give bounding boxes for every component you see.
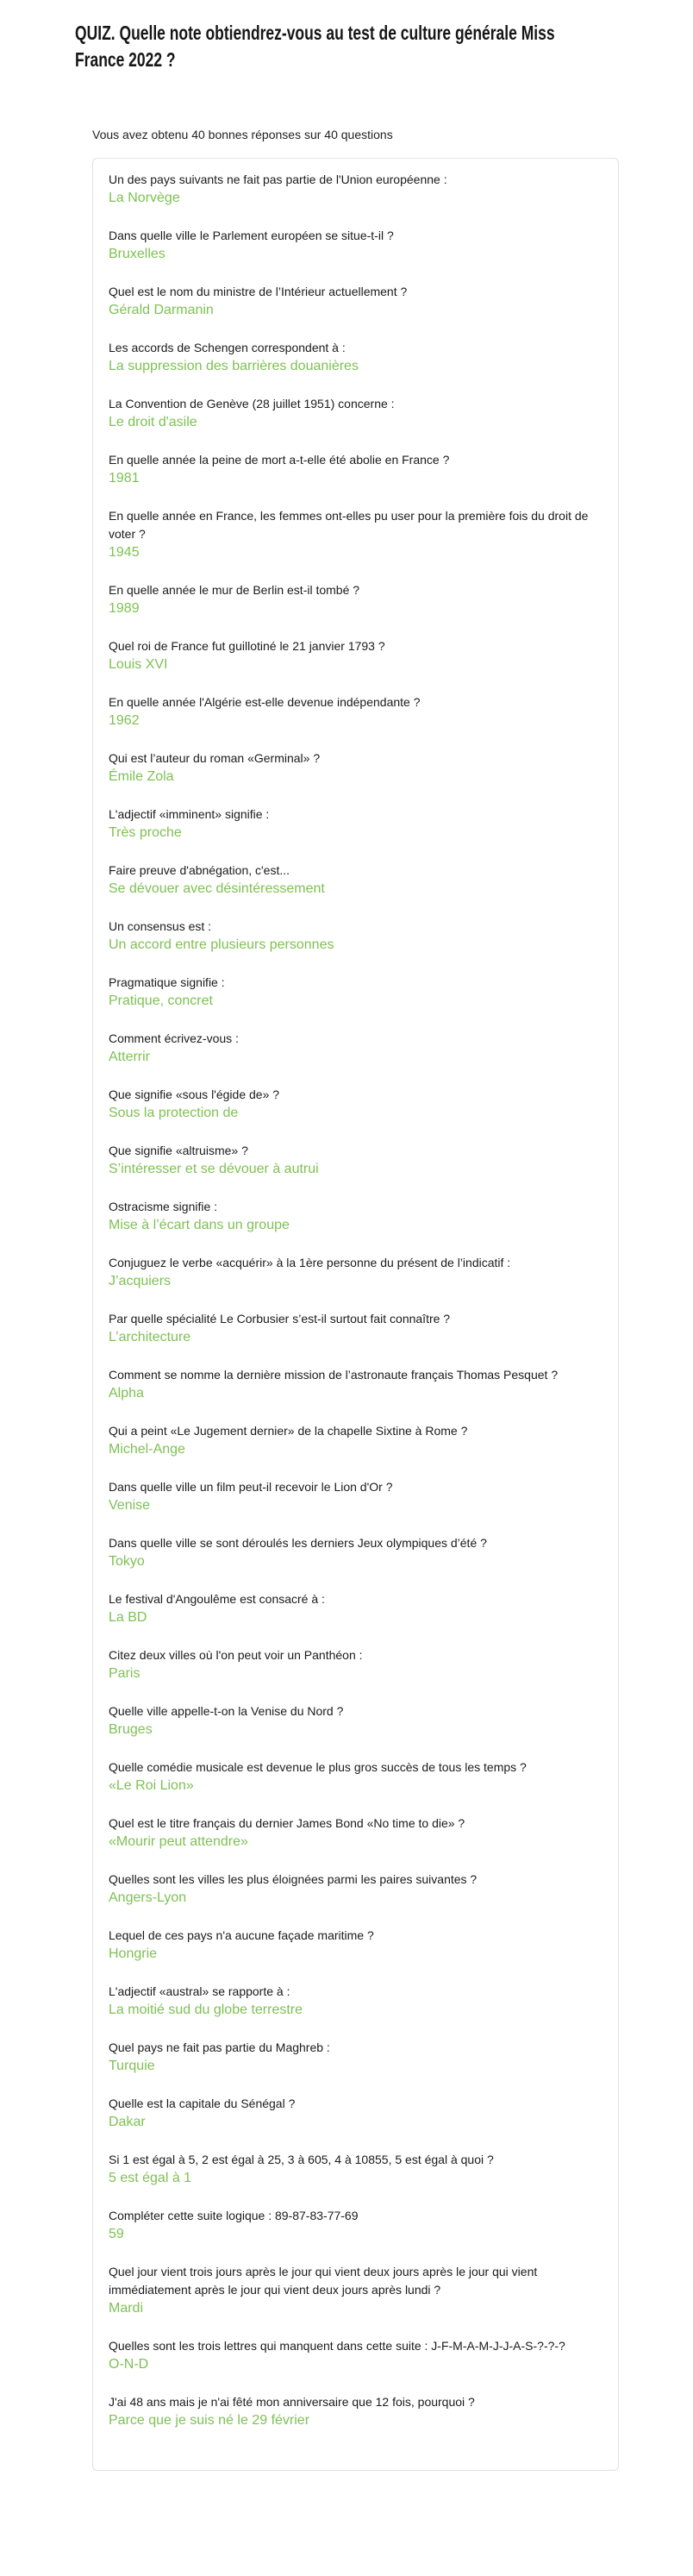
- qa-pair: [109, 2095, 602, 2132]
- question-text: Dans quelle ville le Parlement européen se situe-t-il ?: [109, 229, 394, 242]
- qa-pair: [109, 1142, 602, 1179]
- qa-pair: [109, 1198, 602, 1235]
- qa-pair: [109, 1254, 602, 1291]
- qa-pair: [109, 1871, 602, 1908]
- answer-text: «Le Roi Lion»: [109, 1778, 194, 1793]
- question-text: J'ai 48 ans mais je n'ai fêté mon anniversaire que 12 fois, pourquoi ?: [109, 2395, 475, 2409]
- qa-pair: [109, 1310, 602, 1347]
- qa-pair: [109, 227, 602, 264]
- question-text: Quelles sont les trois lettres qui manquent dans cette suite : J-F-M-A-M-J-J-A-S-?-?-?: [109, 2339, 565, 2353]
- answer-text: La suppression des barrières douanières: [109, 359, 359, 373]
- qa-pair: [109, 1422, 602, 1459]
- question-text: Comment se nomme la dernière mission de l’astronaute français Thomas Pesquet ?: [109, 1368, 559, 1382]
- qa-pair: [109, 1702, 602, 1739]
- question-text: Par quelle spécialité Le Corbusier s’est-il surtout fait connaître ?: [109, 1312, 451, 1326]
- answer-text: 59: [109, 2227, 124, 2241]
- answer-text: Sous la protection de: [109, 1106, 239, 1120]
- question-text: Faire preuve d'abnégation, c'est...: [109, 863, 290, 877]
- question-text: Qui est l’auteur du roman «Germinal» ?: [109, 751, 321, 765]
- question-text: Dans quelle ville se sont déroulés les derniers Jeux olympiques d’été ?: [109, 1536, 487, 1550]
- question-text: Compléter cette suite logique : 89-87-83-77-69: [109, 2209, 359, 2222]
- question-text: En quelle année l'Algérie est-elle devenue indépendante ?: [109, 695, 421, 709]
- question-text: Si 1 est égal à 5, 2 est égal à 25, 3 à 605, 4 à 10855, 5 est égal à quoi ?: [109, 2153, 494, 2166]
- qa-pair: [109, 395, 602, 432]
- qa-pair: [109, 749, 602, 787]
- answer-text: Tokyo: [109, 1554, 145, 1569]
- qa-pair: [109, 1534, 602, 1571]
- qa-pair: [109, 339, 602, 376]
- question-text: Lequel de ces pays n'a aucune façade maritime ?: [109, 1928, 374, 1942]
- qa-pair: [109, 1927, 602, 1964]
- qa-pair: [109, 2151, 602, 2188]
- quiz-results-page: [0, 20, 693, 2576]
- question-text: Citez deux villes où l'on peut voir un Panthéon :: [109, 1648, 363, 1662]
- answer-text: Émile Zola: [109, 769, 174, 784]
- question-text: Les accords de Schengen correspondent à :: [109, 341, 346, 354]
- answer-text: Le droit d'asile: [109, 415, 197, 429]
- question-text: En quelle année en France, les femmes ont-elles pu user pour la première fois du droit de voter ?: [109, 509, 589, 541]
- question-text: Quel est le nom du ministre de l’Intérieur actuellement ?: [109, 285, 408, 298]
- question-text: La Convention de Genève (28 juillet 1951) concerne :: [109, 397, 395, 411]
- question-text: En quelle année le mur de Berlin est-il tombé ?: [109, 583, 360, 597]
- score-summary: Vous avez obtenu 40 bonnes réponses sur 40 questions: [92, 128, 393, 141]
- answer-text: Bruges: [109, 1722, 153, 1737]
- answer-text: O-N-D: [109, 2357, 149, 2372]
- qa-pair: [109, 581, 602, 618]
- qa-pair: [109, 2263, 602, 2318]
- answer-text: Turquie: [109, 2059, 155, 2073]
- answer-text: Dakar: [109, 2115, 146, 2129]
- answer-text: 1981: [109, 471, 140, 486]
- qa-pair: [109, 1478, 602, 1515]
- answer-text: Mise à l’écart dans un groupe: [109, 1218, 290, 1232]
- question-text: Quel est le titre français du dernier James Bond «No time to die» ?: [109, 1816, 465, 1830]
- question-text: Quel roi de France fut guillotiné le 21 janvier 1793 ?: [109, 639, 385, 653]
- answer-text: 1962: [109, 713, 140, 728]
- answer-text: Un accord entre plusieurs personnes: [109, 937, 334, 952]
- qa-pair: [109, 1366, 602, 1403]
- page-title-line-2: France 2022 ?: [75, 48, 176, 71]
- answer-text: Alpha: [109, 1386, 144, 1401]
- answer-text: Pratique, concret: [109, 993, 213, 1008]
- question-text: Quel jour vient trois jours après le jour qui vient deux jours après le jour qui vient immédiatement après le jour qui vient deux jours après lundi ?: [109, 2265, 538, 2297]
- qa-pair: [109, 1086, 602, 1123]
- answer-text: Très proche: [109, 825, 182, 840]
- qa-pair: [109, 918, 602, 955]
- qa-pair: [109, 451, 602, 488]
- question-text: Dans quelle ville un film peut-il recevoir le Lion d'Or ?: [109, 1480, 393, 1494]
- answer-text: Louis XVI: [109, 657, 168, 672]
- answer-text: La Norvège: [109, 191, 180, 205]
- answer-text: Atterrir: [109, 1050, 150, 1064]
- question-text: En quelle année la peine de mort a-t-elle été abolie en France ?: [109, 453, 450, 467]
- answer-text: J’acquiers: [109, 1274, 172, 1288]
- answer-text: Se dévouer avec désintéressement: [109, 881, 325, 896]
- question-text: Conjuguez le verbe «acquérir» à la 1ère personne du présent de l’indicatif :: [109, 1256, 511, 1269]
- answer-text: «Mourir peut attendre»: [109, 1834, 248, 1849]
- qa-pair: [109, 1030, 602, 1067]
- answer-text: 1945: [109, 545, 140, 560]
- question-text: Le festival d'Angoulême est consacré à :: [109, 1592, 325, 1606]
- qa-pair: [109, 862, 602, 899]
- qa-pair: [109, 637, 602, 674]
- answer-text: 1989: [109, 601, 140, 616]
- answer-text: L’architecture: [109, 1330, 191, 1344]
- question-text: L'adjectif «austral» se rapporte à :: [109, 1984, 290, 1998]
- quiz-results-box: [92, 158, 619, 2471]
- page-title-line-1: QUIZ. Quelle note obtiendrez-vous au test de culture générale Miss: [75, 22, 555, 44]
- question-text: Quelle est la capitale du Sénégal ?: [109, 2097, 296, 2110]
- answer-text: Mardi: [109, 2301, 144, 2316]
- qa-pair: [109, 693, 602, 730]
- answer-text: Paris: [109, 1666, 140, 1681]
- qa-pair: [109, 1758, 602, 1796]
- answer-text: Bruxelles: [109, 247, 165, 261]
- question-text: Quelles sont les villes les plus éloignées parmi les paires suivantes ?: [109, 1872, 478, 1886]
- question-text: Un consensus est :: [109, 919, 212, 933]
- question-text: Quelle comédie musicale est devenue le plus gros succès de tous les temps ?: [109, 1760, 527, 1774]
- qa-pair: [109, 2207, 602, 2244]
- qa-pair: [109, 171, 602, 208]
- qa-pair: [109, 1646, 602, 1683]
- question-text: Pragmatique signifie :: [109, 975, 225, 989]
- answer-text: 5 est égal à 1: [109, 2171, 192, 2185]
- answer-text: Parce que je suis né le 29 février: [109, 2413, 310, 2428]
- qa-pair: [109, 1983, 602, 2020]
- qa-pair: [109, 283, 602, 320]
- qa-pair: [109, 974, 602, 1011]
- question-text: Quel pays ne fait pas partie du Maghreb :: [109, 2040, 330, 2054]
- answer-text: Gérald Darmanin: [109, 303, 214, 317]
- qa-pair: [109, 805, 602, 843]
- question-text: L'adjectif «imminent» signifie :: [109, 807, 270, 821]
- qa-pair: [109, 1814, 602, 1852]
- answer-text: S’intéresser et se dévouer à autrui: [109, 1162, 319, 1176]
- question-text: Que signifie «altruisme» ?: [109, 1144, 248, 1157]
- question-text: Comment écrivez-vous :: [109, 1031, 239, 1045]
- qa-pair: [109, 2393, 602, 2430]
- answer-text: La BD: [109, 1610, 147, 1625]
- qa-pair: [109, 1590, 602, 1627]
- answer-text: Hongrie: [109, 1946, 158, 1961]
- qa-pair: [109, 2337, 602, 2374]
- question-text: Que signifie «sous l'égide de» ?: [109, 1087, 280, 1101]
- question-text: Ostracisme signifie :: [109, 1200, 218, 1213]
- answer-text: La moitié sud du globe terrestre: [109, 2003, 303, 2017]
- qa-pair: [109, 2039, 602, 2076]
- qa-pair: [109, 507, 602, 562]
- page-title: [75, 20, 555, 73]
- answer-text: Venise: [109, 1498, 151, 1513]
- answer-text: Angers-Lyon: [109, 1890, 187, 1905]
- answer-text: Michel-Ange: [109, 1442, 185, 1457]
- question-text: Quelle ville appelle-t-on la Venise du Nord ?: [109, 1704, 344, 1718]
- question-text: Qui a peint «Le Jugement dernier» de la chapelle Sixtine à Rome ?: [109, 1424, 468, 1438]
- question-text: Un des pays suivants ne fait pas partie de l'Union européenne :: [109, 172, 447, 186]
